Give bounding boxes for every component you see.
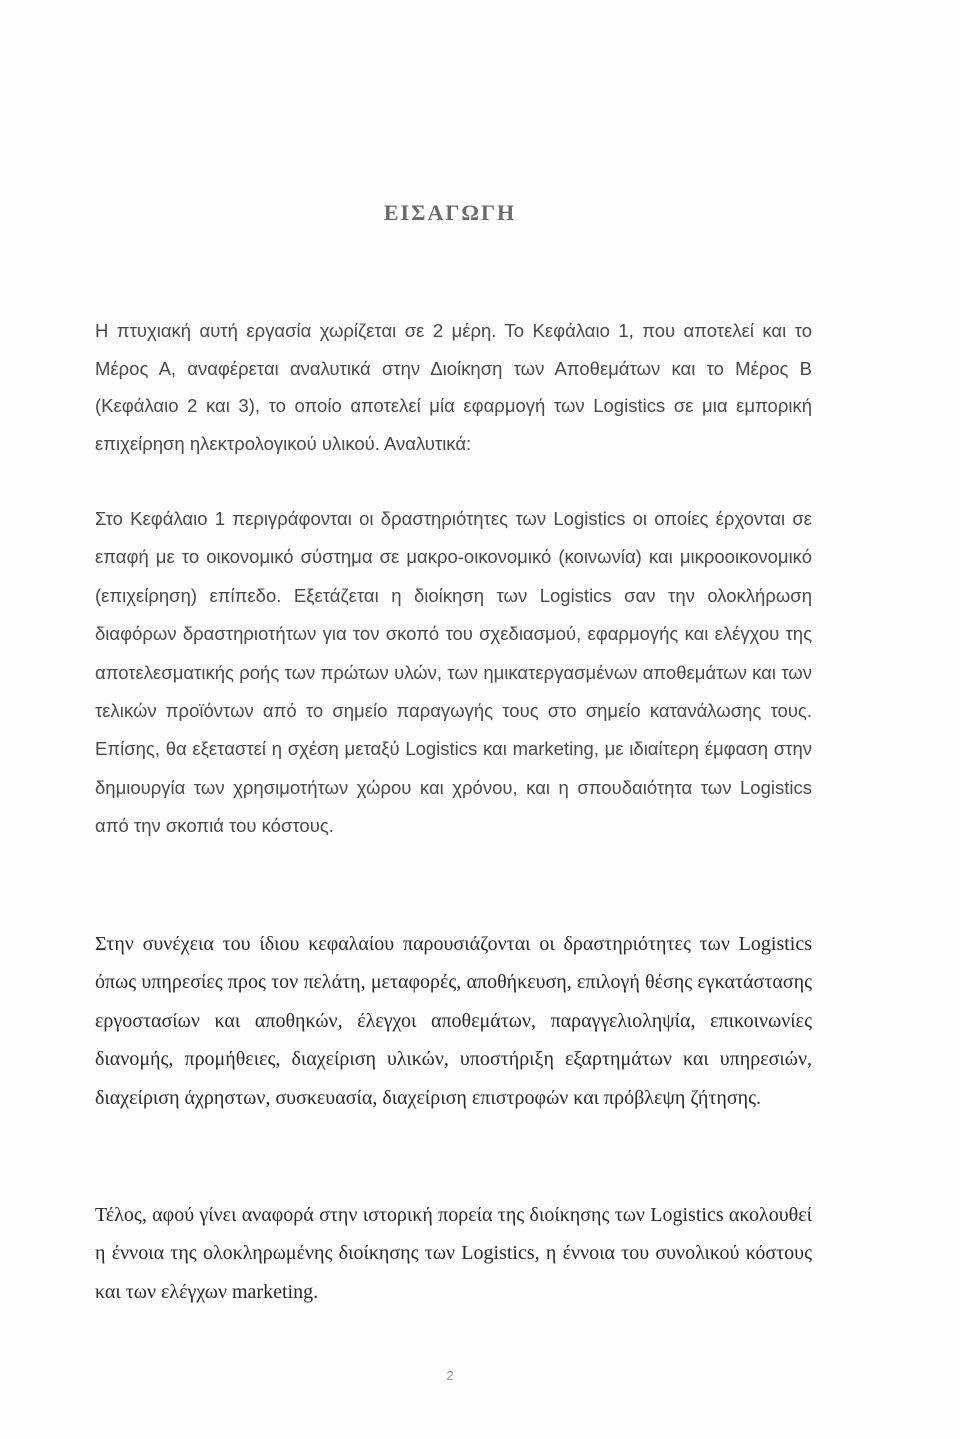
intro-paragraph: Η πτυχιακή αυτή εργασία χωρίζεται σε 2 μέρη. Το Κεφάλαιο 1, που αποτελεί και το Μέρος Α, αναφέρεται αναλυτικά στην Διοίκηση των Αποθεμάτων και το Μέρος Β (Κεφάλαιο 2 και 3), το οποίο αποτελεί μία εφαρμογή των Logistics σε μια εμπορική επιχείρηση ηλεκτρολογικού υλικού. Αναλυτικά: (95, 320, 812, 454)
page-title: ΕΙΣΑΓΩΓΗ (383, 200, 517, 225)
closing-paragraph: Τέλος, αφού γίνει αναφορά στην ιστορική πορεία της διοίκησης των Logistics ακολουθεί η έννοια της ολοκληρωμένης διοίκησης των Logistics, η έννοια του συνολικού κόστους και των ελέγχων marketing. (95, 1204, 812, 1303)
page-number: 2 (446, 1368, 454, 1383)
chapter1-paragraph: Στο Κεφάλαιο 1 περιγράφονται οι δραστηριότητες των Logistics οι οποίες έρχονται σε επαφή με το οικονομικό σύστημα σε μακρο-οικονομικό (κοινωνία) και μικροοικονομικό (επιχείρηση) επίπεδο. Εξετάζεται η διοίκηση των Logistics σαν την ολοκλήρωση διαφόρων δραστηριοτήτων για τον σκοπό του σχεδιασμού, εφαρμογής και ελέγχου της αποτελεσματικής ροής των πρώτων υλών, των ημικατεργασμένων αποθεμάτων και των τελικών προϊόντων από το σημείο παραγωγής τους στο σημείο κατανάλωσης τους. Επίσης, θα εξεταστεί η σχέση μεταξύ Logistics και marketing, με ιδιαίτερη έμφαση στην δημιουργία των χρησιμοτήτων χώρου και χρόνου, και η σπουδαιότητα των Logistics από την σκοπιά του κόστους. (95, 508, 812, 837)
activities-paragraph: Στην συνέχεια του ίδιου κεφαλαίου παρουσιάζονται οι δραστηριότητες των Logistics όπως υπηρεσίες προς τον πελάτη, μεταφορές, αποθήκευση, επιλογή θέσης εγκατάστασης εργοστασίων και αποθηκών, έλεγχοι αποθεμάτων, παραγγελιοληψία, επικοινωνίες διανομής, προμήθειες, διαχείριση υλικών, υποστήριξη εξαρτημάτων και υπηρεσιών, διαχείριση άχρηστων, συσκευασία, διαχείριση επιστροφών και πρόβλεψη ζήτησης. (95, 933, 812, 1109)
